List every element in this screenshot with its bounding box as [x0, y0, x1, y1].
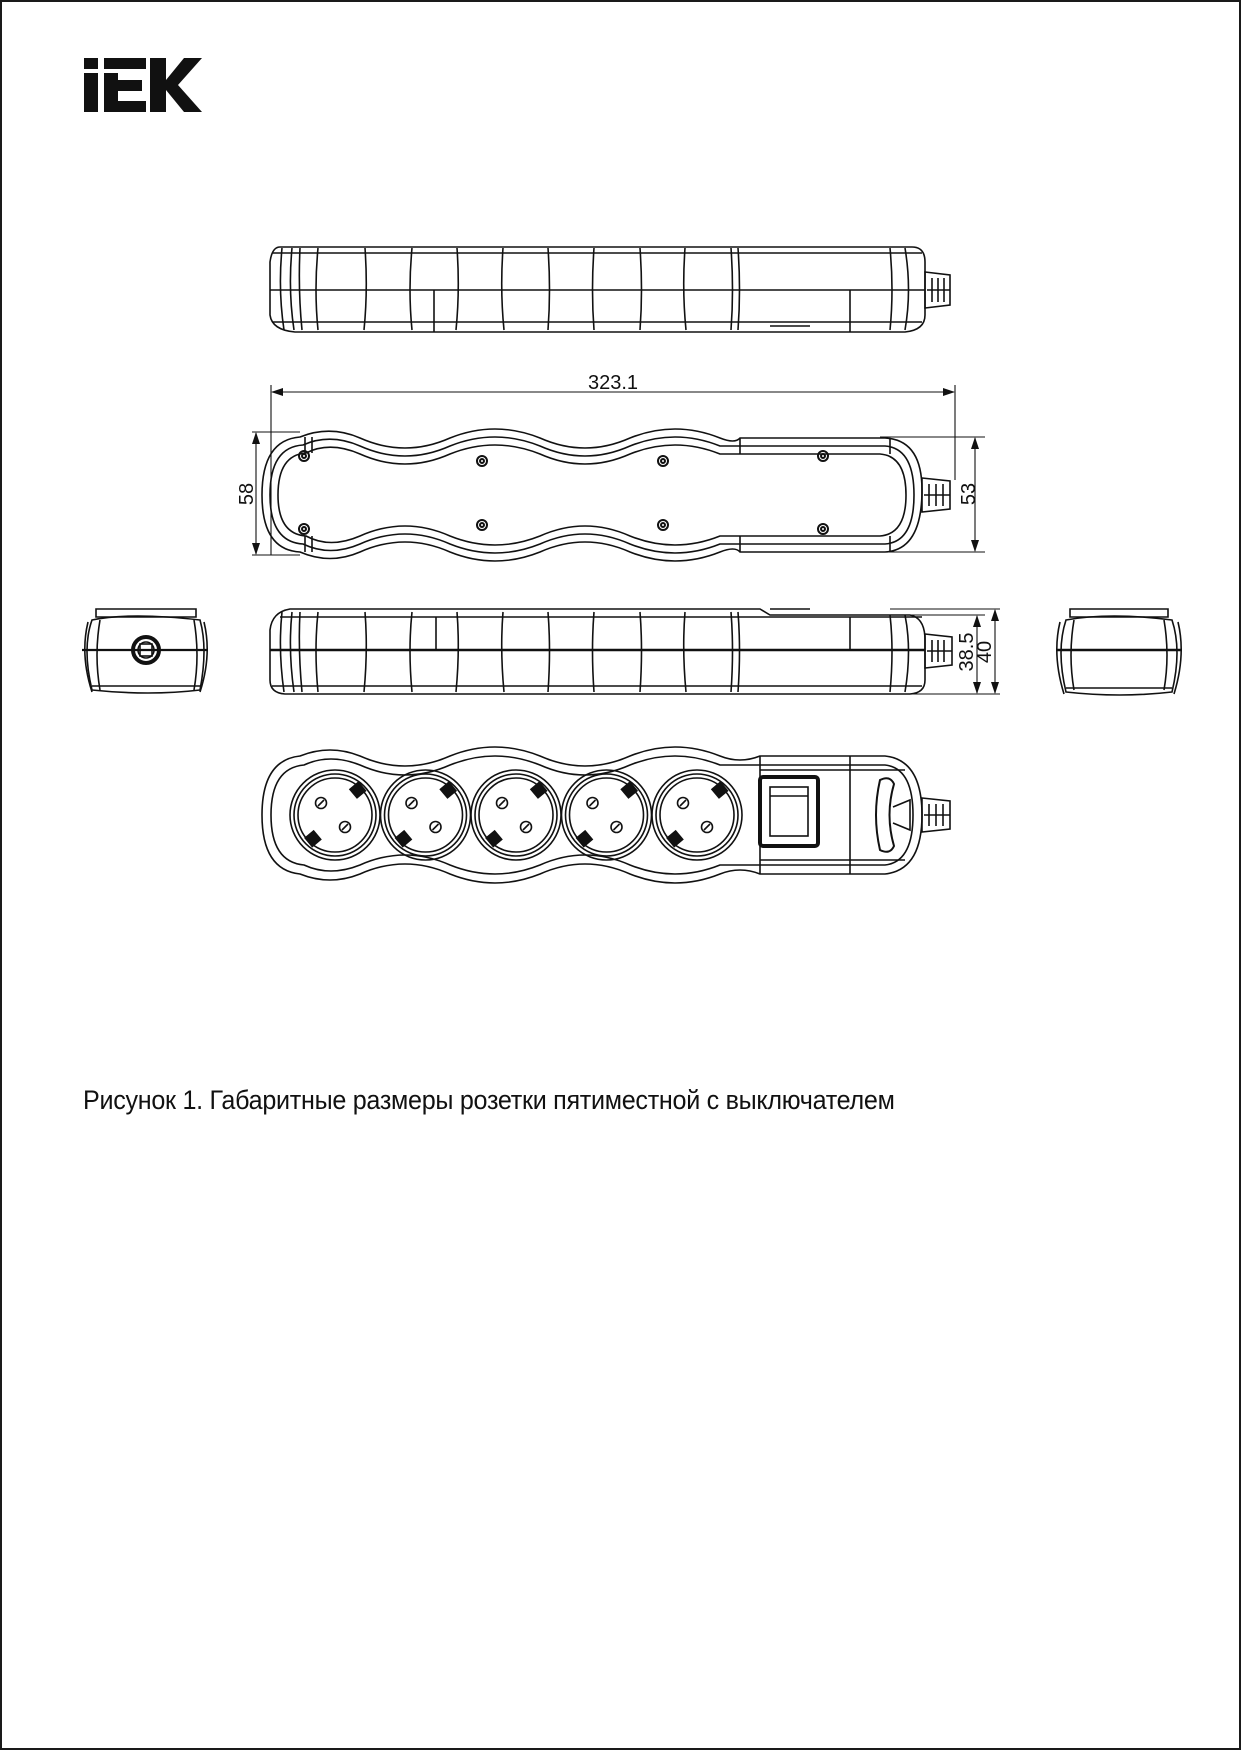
cable-gland-icon: [922, 798, 950, 832]
side-view-top: [270, 247, 950, 332]
cable-gland-icon: [922, 478, 950, 512]
socket-icon: [290, 770, 380, 860]
dimension-lines: [252, 385, 985, 555]
figure-caption: Рисунок 1. Габаритные размеры розетки пятиместной с выключателем: [83, 1085, 895, 1115]
sockets-group: [290, 770, 742, 860]
dimension-height-body: 38.5: [956, 632, 978, 672]
dimension-height-total: 40: [974, 640, 996, 664]
dimension-width-inner: 53: [958, 482, 980, 506]
socket-icon: [471, 770, 561, 860]
cable-gland-icon: [925, 634, 952, 668]
dimension-length: 323.1: [587, 372, 639, 394]
power-switch-icon: [760, 777, 818, 846]
bottom-view: [262, 429, 950, 561]
dimension-width-outer: 58: [236, 482, 258, 506]
side-view-main: [270, 609, 952, 694]
end-view-left: [82, 609, 208, 693]
end-view-right: [1056, 609, 1182, 695]
socket-icon: [381, 770, 471, 860]
cable-gland-icon: [925, 272, 950, 308]
socket-icon: [652, 770, 742, 860]
screw-hole-icon: [299, 451, 828, 534]
socket-icon: [562, 770, 652, 860]
front-view: [262, 747, 950, 883]
